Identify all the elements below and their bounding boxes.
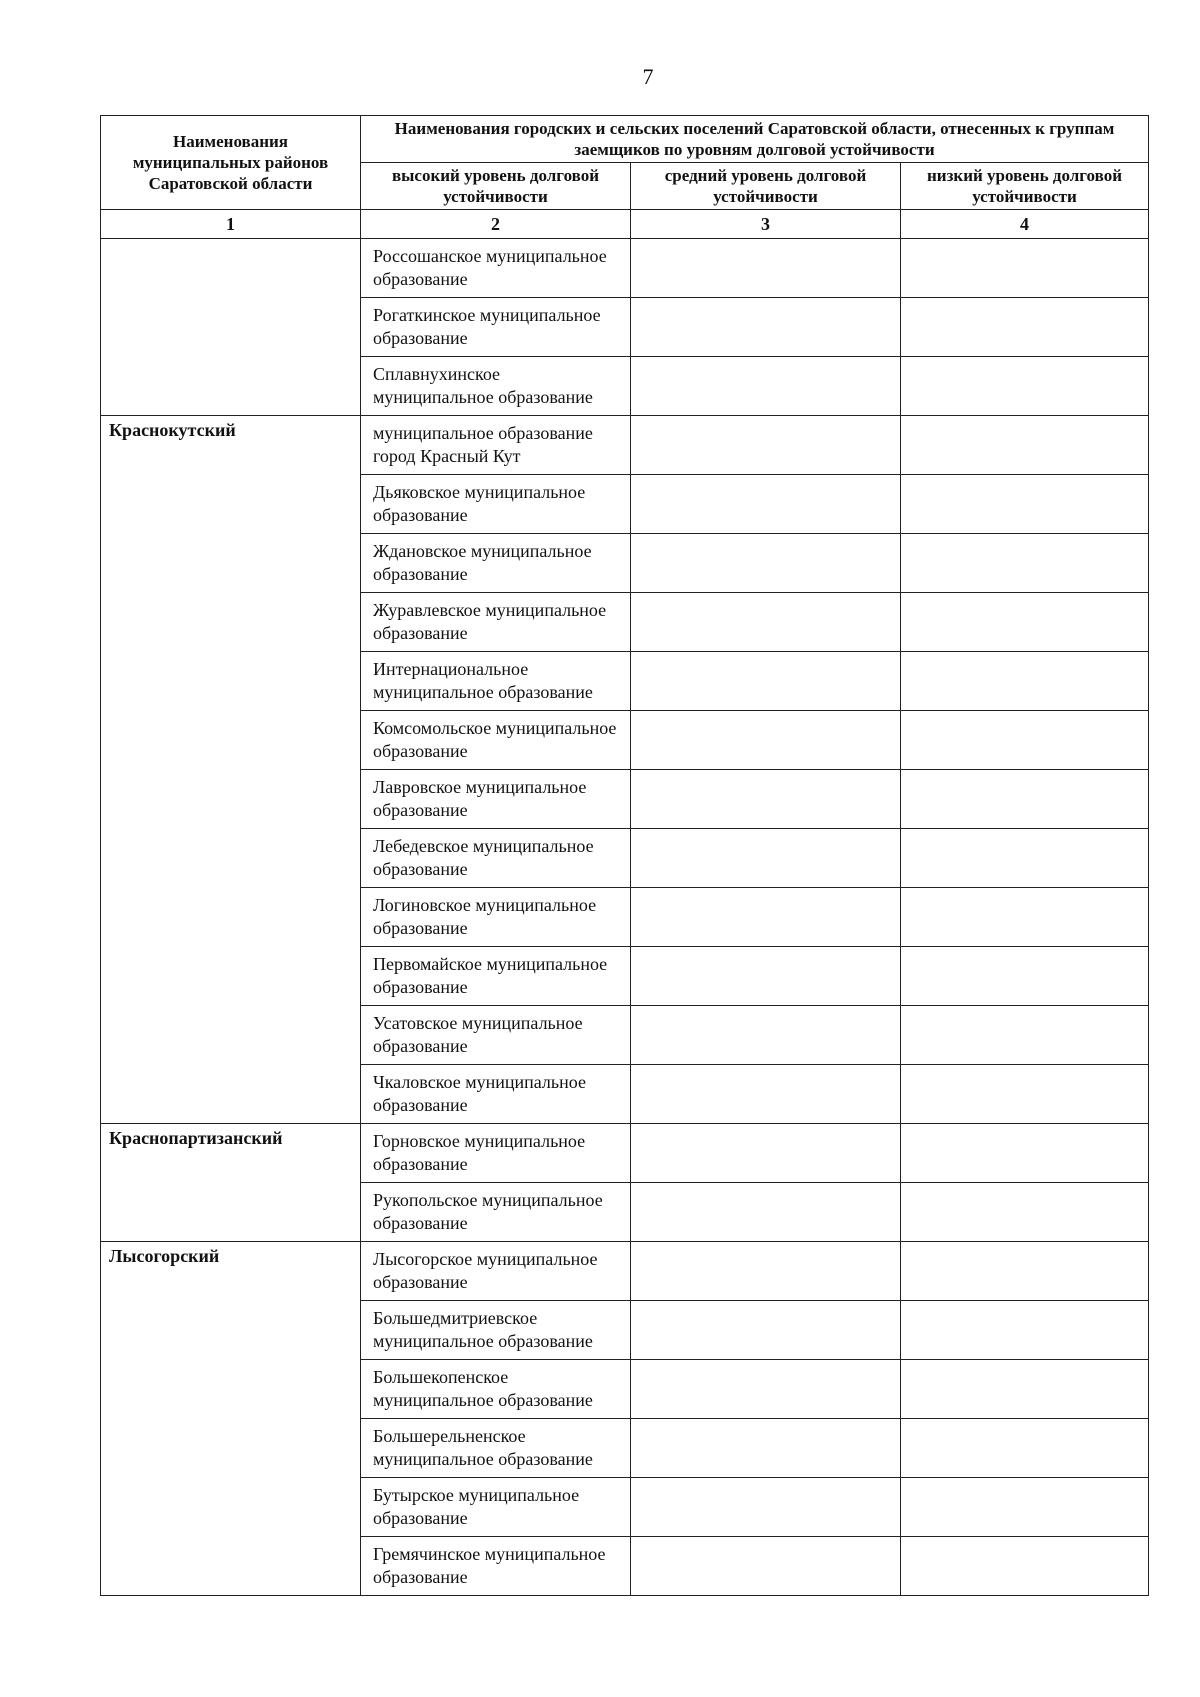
district-name: Краснопартизанский: [101, 1124, 361, 1242]
medium-level-cell: [631, 711, 901, 770]
low-level-cell: [901, 1419, 1149, 1478]
header-district-names: Наименования муниципальных районов Саратовской области: [101, 116, 361, 210]
settlement-name: Горновское муниципальное образование: [361, 1124, 631, 1183]
header-medium-level: средний уровень долговой устойчивости: [631, 163, 901, 210]
table-row: [101, 416, 1149, 475]
column-number: 3: [631, 210, 901, 239]
low-level-cell: [901, 593, 1149, 652]
settlement-name: Большерельненское муниципальное образование: [361, 1419, 631, 1478]
medium-level-cell: [631, 1065, 901, 1124]
medium-level-cell: [631, 298, 901, 357]
medium-level-cell: [631, 1478, 901, 1537]
table-row: [101, 239, 1149, 298]
low-level-cell: [901, 1006, 1149, 1065]
column-number: 1: [101, 210, 361, 239]
debt-stability-table: [100, 115, 1149, 1596]
low-level-cell: [901, 829, 1149, 888]
medium-level-cell: [631, 1124, 901, 1183]
settlement-name: Лавровское муниципальное образование: [361, 770, 631, 829]
low-level-cell: [901, 298, 1149, 357]
medium-level-cell: [631, 593, 901, 652]
low-level-cell: [901, 1537, 1149, 1596]
low-level-cell: [901, 416, 1149, 475]
settlement-name: Гремячинское муниципальное образование: [361, 1537, 631, 1596]
low-level-cell: [901, 1065, 1149, 1124]
settlement-name: Большедмитриевское муниципальное образование: [361, 1301, 631, 1360]
table-row: [101, 1242, 1149, 1301]
low-level-cell: [901, 1183, 1149, 1242]
low-level-cell: [901, 239, 1149, 298]
low-level-cell: [901, 947, 1149, 1006]
medium-level-cell: [631, 888, 901, 947]
low-level-cell: [901, 1478, 1149, 1537]
medium-level-cell: [631, 1183, 901, 1242]
page-number: 7: [642, 64, 654, 89]
low-level-cell: [901, 770, 1149, 829]
medium-level-cell: [631, 239, 901, 298]
medium-level-cell: [631, 652, 901, 711]
medium-level-cell: [631, 357, 901, 416]
settlement-name: Интернациональное муниципальное образование: [361, 652, 631, 711]
medium-level-cell: [631, 475, 901, 534]
medium-level-cell: [631, 1242, 901, 1301]
settlement-name: муниципальное образование город Красный Кут: [361, 416, 631, 475]
settlement-name: Журавлевское муниципальное образование: [361, 593, 631, 652]
district-name: Лысогорский: [101, 1242, 361, 1596]
settlement-name: Дьяковское муниципальное образование: [361, 475, 631, 534]
low-level-cell: [901, 652, 1149, 711]
settlement-name: Бутырское муниципальное образование: [361, 1478, 631, 1537]
medium-level-cell: [631, 1419, 901, 1478]
settlement-name: Усатовское муниципальное образование: [361, 1006, 631, 1065]
low-level-cell: [901, 1242, 1149, 1301]
medium-level-cell: [631, 829, 901, 888]
medium-level-cell: [631, 947, 901, 1006]
medium-level-cell: [631, 1537, 901, 1596]
settlement-name: Чкаловское муниципальное образование: [361, 1065, 631, 1124]
column-number: 2: [361, 210, 631, 239]
low-level-cell: [901, 534, 1149, 593]
medium-level-cell: [631, 1360, 901, 1419]
low-level-cell: [901, 1124, 1149, 1183]
header-settlement-group: Наименования городских и сельских поселений Саратовской области, отнесенных к группам заемщиков по уровням долговой устойчивости: [361, 116, 1149, 163]
medium-level-cell: [631, 770, 901, 829]
settlement-name: Рукопольское муниципальное образование: [361, 1183, 631, 1242]
header-high-level: высокий уровень долговой устойчивости: [361, 163, 631, 210]
low-level-cell: [901, 1360, 1149, 1419]
settlement-name: Рогаткинское муниципальное образование: [361, 298, 631, 357]
medium-level-cell: [631, 1006, 901, 1065]
settlement-name: Лебедевское муниципальное образование: [361, 829, 631, 888]
table-row: [101, 1124, 1149, 1183]
settlement-name: Россошанское муниципальное образование: [361, 239, 631, 298]
settlement-name: Логиновское муниципальное образование: [361, 888, 631, 947]
low-level-cell: [901, 711, 1149, 770]
district-name: Краснокутский: [101, 416, 361, 1124]
low-level-cell: [901, 475, 1149, 534]
medium-level-cell: [631, 534, 901, 593]
settlement-name: Комсомольское муниципальное образование: [361, 711, 631, 770]
column-number: 4: [901, 210, 1149, 239]
medium-level-cell: [631, 416, 901, 475]
medium-level-cell: [631, 1301, 901, 1360]
district-name: [101, 239, 361, 416]
low-level-cell: [901, 888, 1149, 947]
settlement-name: Сплавнухинское муниципальное образование: [361, 357, 631, 416]
settlement-name: Большекопенское муниципальное образование: [361, 1360, 631, 1419]
settlement-name: Первомайское муниципальное образование: [361, 947, 631, 1006]
low-level-cell: [901, 1301, 1149, 1360]
settlement-name: Лысогорское муниципальное образование: [361, 1242, 631, 1301]
header-low-level: низкий уровень долговой устойчивости: [901, 163, 1149, 210]
low-level-cell: [901, 357, 1149, 416]
settlement-name: Ждановское муниципальное образование: [361, 534, 631, 593]
